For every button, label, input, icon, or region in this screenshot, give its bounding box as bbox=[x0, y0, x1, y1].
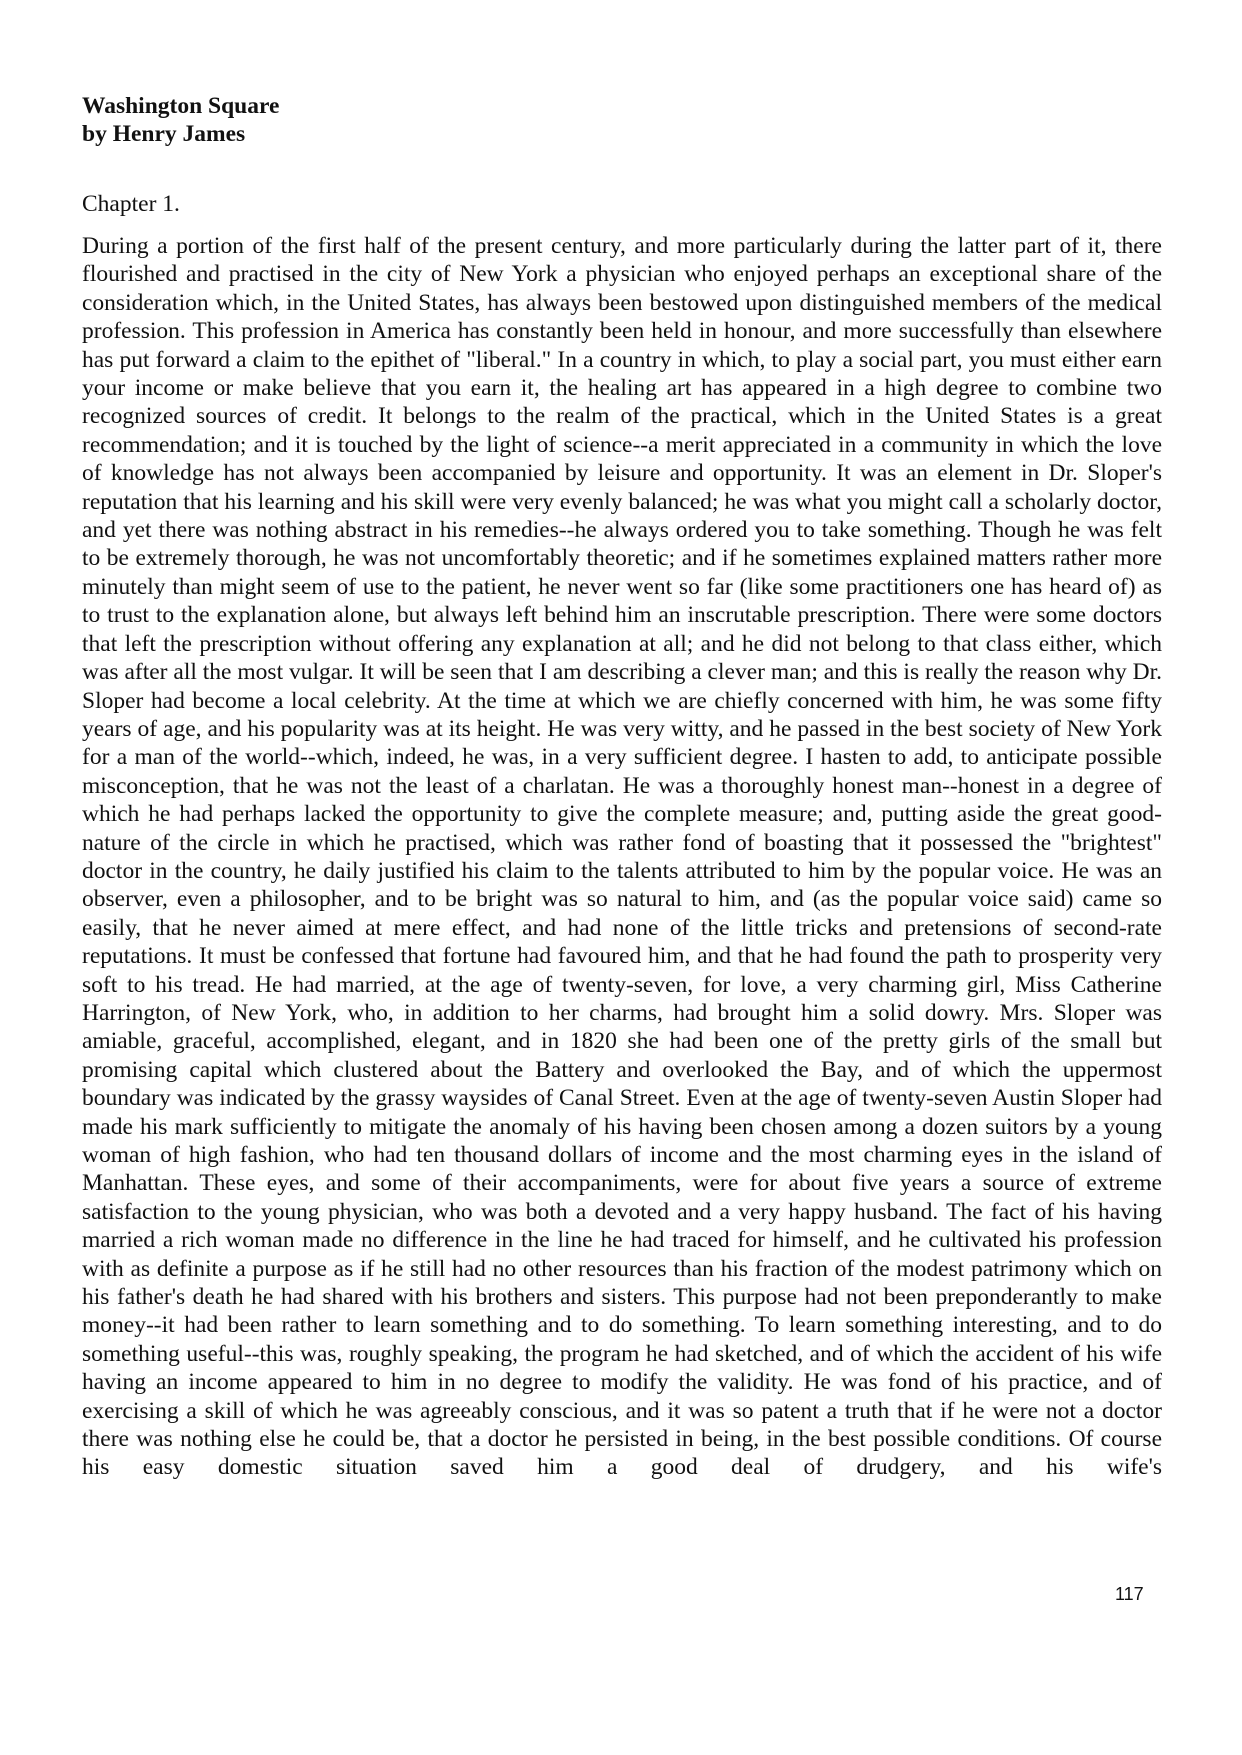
author-line: by Henry James bbox=[82, 121, 246, 147]
page-number: 117 bbox=[1115, 1584, 1144, 1604]
body-paragraph: During a portion of the first half of the present century, and more particularly during the latter part of it, there flourished and practised in the city of New York a physician who enjoyed perhaps an exceptional share of the consideration which, in the United States, has always been bestowed upon distinguished members of the medical profession. This profession in America has constantly been held in honour, and more successfully than elsewhere has put forward a claim to the epithet of "liberal." In a country in which, to play a social part, you must either earn your income or make believe that you earn it, the healing art has appeared in a high degree to combine two recognized sources of credit. It belongs to the realm of the practical, which in the United States is a great recommendation; and it is touched by the light of science--a merit appreciated in a community in which the love of knowledge has not always been accompanied by leisure and opportunity. It was an element in Dr. Sloper's reputation that his learning and his skill were very evenly balanced; he was what you might call a scholarly doctor, and yet there was nothing abstract in his remedies--he always ordered you to take something. Though he was felt to be extremely thorough, he was not uncomfortably theoretic; and if he sometimes explained matters rather more minutely than might seem of use to the patient, he never went so far (like some practitioners one has heard of) as to trust to the explanation alone, but always left behind him an inscrutable prescription. There were some doctors that left the prescription without offering any explanation at all; and he did not belong to that class either, which was after all the most vulgar. It will be seen that I am describing a clever man; and this is really the reason why Dr. Sloper had become a local celebrity. At the time at which we are chiefly concerned with him, he was some fifty years of age, and his popularity was at its height. He was very witty, and he passed in the best society of New York for a man of the world--which, indeed, he was, in a very sufficient degree. I hasten to add, to anticipate possible misconception, that he was not the least of a charlatan. He was a thoroughly honest man--honest in a degree of which he had perhaps lacked the opportunity to give the complete measure; and, putting aside the great good-nature of the circle in which he practised, which was rather fond of boasting that it possessed the "brightest" doctor in the country, he daily justified his claim to the talents attributed to him by the popular voice. He was an observer, even a philosopher, and to be bright was so natural to him, and (as the popular voice said) came so easily, that he never aimed at mere effect, and had none of the little tricks and pretensions of second-rate reputations. It must be confessed that fortune had favoured him, and that he had found the path to prosperity very soft to his tread. He had married, at the age of twenty-seven, for love, a very charming girl, Miss Catherine Harrington, of New York, who, in addition to her charms, had brought him a solid dowry. Mrs. Sloper was amiable, graceful, accomplished, elegant, and in 1820 she had been one of the pretty girls of the small but promising capital which clustered about the Battery and overlooked the Bay, and of which the uppermost boundary was indicated by the grassy waysides of Canal Street. Even at the age of twenty-seven Austin Sloper had made his mark sufficiently to mitigate the anomaly of his having been chosen among a dozen suitors by a young woman of high fashion, who had ten thousand dollars of income and the most charming eyes in the island of Manhattan. These eyes, and some of their accompaniments, were for about five years a source of extreme satisfaction to the young physician, who was both a devoted and a very happy husband. The fact of his having married a rich woman made no difference in the line he had traced for himself, and he cultivated his profession with as definite a purpose as if he still had no other resources than his fraction of the modest patrimony which on his father's death he had shared with his brothers and sisters. This purpose had not been preponderantly to make money--it had been rather to learn something and to do something. To learn something interesting, and to do something useful--this was, roughly speaking, the program he had sketched, and of which the accident of his wife having an income appeared to him in no degree to modify the validity. He was fond of his practice, and of exercising a skill of which he was agreeably conscious, and it was so patent a truth that if he were not a doctor there was nothing else he could be, that a doctor he persisted in being, in the best possible conditions. Of course his easy domestic situation saved him a good deal of drudgery, and his wife's bbox=[82, 233, 1162, 1481]
chapter-heading: Chapter 1. bbox=[82, 191, 180, 217]
book-title: Washington Square bbox=[82, 93, 280, 119]
book-header bbox=[82, 92, 1162, 148]
